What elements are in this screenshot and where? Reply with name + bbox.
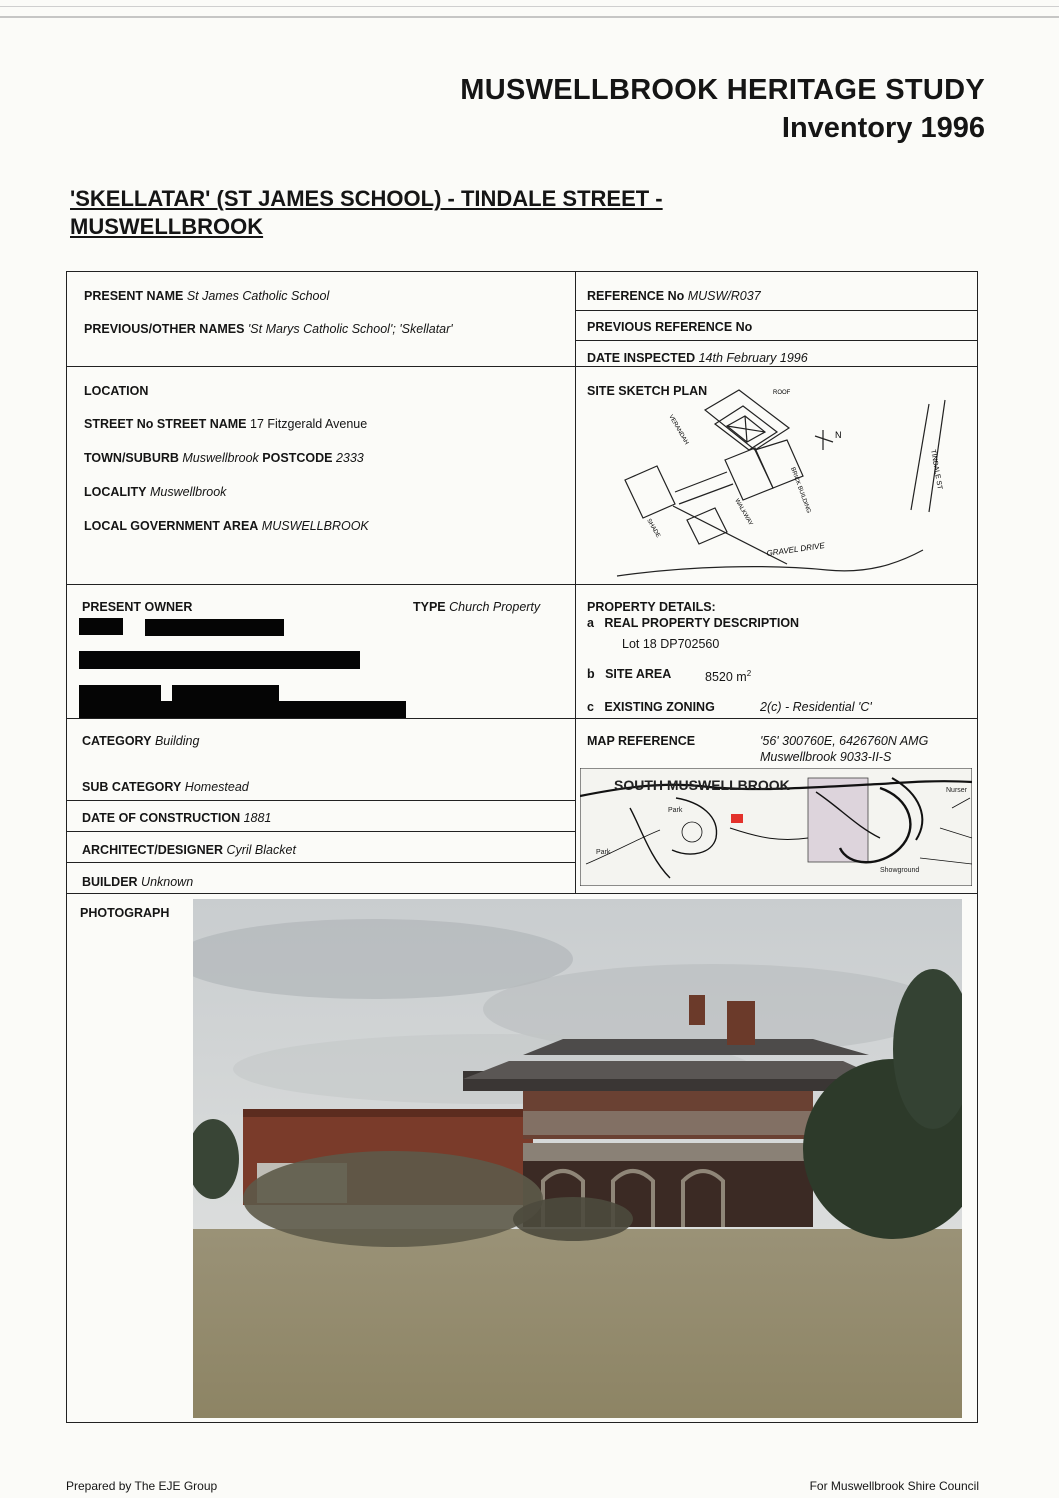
photo-grass-field <box>193 1229 962 1418</box>
site-sketch-heading: SITE SKETCH PLAN <box>587 384 708 398</box>
category-label: CATEGORY <box>82 734 152 748</box>
present-name-row <box>84 289 329 303</box>
lga-label: LOCAL GOVERNMENT AREA <box>84 519 259 533</box>
row-divider <box>66 366 978 367</box>
present-name-label: PRESENT NAME <box>84 289 184 303</box>
scan-artifact <box>0 16 1059 18</box>
location-heading: LOCATION <box>84 384 149 398</box>
map-label-park-2: Park <box>596 849 611 856</box>
row-divider <box>66 584 978 585</box>
architect-value: Cyril Blacket <box>226 843 296 857</box>
site-sketch-plan <box>577 380 977 582</box>
property-c-letter: c <box>587 700 594 714</box>
present-name-value: St James Catholic School <box>186 289 330 303</box>
sketch-label-walkway: WALKWAY <box>733 498 754 527</box>
photo-chimney <box>689 995 705 1025</box>
map-reference-line1: '56' 300760E, 6426760N AMG <box>760 734 929 748</box>
subcategory-label: SUB CATEGORY <box>82 780 182 794</box>
street-value: 17 Fitzgerald Avenue <box>250 417 368 431</box>
sketch-label-brick: BRICK BUILDING <box>789 466 812 515</box>
property-a-letter: a <box>587 616 594 630</box>
row-divider <box>66 862 575 863</box>
property-a-value: Lot 18 DP702560 <box>622 637 720 651</box>
property-a-row <box>587 616 799 630</box>
category-row <box>82 734 199 748</box>
previous-names-row <box>84 322 453 336</box>
sketch-outbuilding <box>625 466 675 518</box>
sketch-north-marker: N <box>835 430 842 440</box>
study-title: MUSWELLBROOK HERITAGE STUDY <box>460 74 985 106</box>
sketch-label-gravel: GRAVEL DRIVE <box>766 540 826 558</box>
subcategory-value: Homestead <box>184 780 249 794</box>
map-reference-line2: Muswellbrook 9033-II-S <box>760 750 892 764</box>
sketch-label-shade: SHADE <box>645 518 661 539</box>
builder-value: Unknown <box>141 875 194 889</box>
photograph <box>193 899 962 1418</box>
locality-row <box>84 485 226 499</box>
town-value: Muswellbrook <box>182 451 259 465</box>
property-b-letter: b <box>587 667 595 681</box>
street-label: STREET No STREET NAME <box>84 417 247 431</box>
photo-chimney <box>727 1001 755 1045</box>
construction-date-value: 1881 <box>243 811 272 825</box>
property-b-value-row <box>705 669 751 684</box>
row-divider <box>66 893 978 894</box>
sketch-label-verandah: VERANDAH <box>667 414 690 446</box>
property-details-heading: PROPERTY DETAILS: <box>587 600 716 614</box>
row-divider <box>575 340 978 341</box>
footer-prepared-by: Prepared by The EJE Group <box>66 1479 218 1493</box>
previous-names-value: 'St Marys Catholic School'; 'Skellatar' <box>247 322 453 336</box>
footer-council: For Muswellbrook Shire Council <box>809 1479 979 1493</box>
sketch-shade <box>687 508 727 544</box>
sketch-label-tindale: TINDALE ST <box>929 449 943 491</box>
type-label: TYPE <box>413 600 446 614</box>
sketch-label-roof: ROOF <box>773 390 791 396</box>
row-divider <box>66 718 978 719</box>
scan-artifact <box>0 6 1059 7</box>
map-site-marker <box>731 814 743 823</box>
redaction-bar <box>79 618 123 635</box>
row-divider <box>66 831 575 832</box>
date-inspected-label: DATE INSPECTED <box>587 351 696 365</box>
row-divider <box>66 800 575 801</box>
redaction-bar <box>79 701 406 718</box>
photo-shrubs <box>513 1197 633 1241</box>
property-c-row <box>587 700 715 714</box>
previous-reference-label: PREVIOUS REFERENCE No <box>587 320 753 334</box>
subcategory-row <box>82 780 249 794</box>
town-row <box>84 451 364 465</box>
construction-date-row <box>82 811 271 825</box>
previous-names-label: PREVIOUS/OTHER NAMES <box>84 322 245 336</box>
photo-balcony <box>523 1111 813 1135</box>
builder-label: BUILDER <box>82 875 138 889</box>
type-row <box>413 600 540 614</box>
item-title: 'SKELLATAR' (ST JAMES SCHOOL) - TINDALE STREET - MUSWELLBROOK <box>70 186 663 239</box>
column-divider <box>575 271 576 893</box>
locality-label: LOCALITY <box>84 485 147 499</box>
property-b-row <box>587 667 671 681</box>
street-row <box>84 417 367 431</box>
lga-row <box>84 519 369 533</box>
map-title: SOUTH MUSWELLBROOK <box>614 777 790 793</box>
architect-label: ARCHITECT/DESIGNER <box>82 843 223 857</box>
property-c-value: 2(c) - Residential 'C' <box>760 700 872 714</box>
map-label-nursery: Nurser <box>946 787 968 794</box>
redaction-bar <box>79 685 161 702</box>
map-label-showground: Showground <box>880 867 920 874</box>
property-c-label: EXISTING ZONING <box>604 700 715 714</box>
type-value: Church Property <box>449 600 541 614</box>
reference-label: REFERENCE No <box>587 289 685 303</box>
date-inspected-value: 14th February 1996 <box>698 351 808 365</box>
postcode-value: 2333 <box>335 451 364 465</box>
architect-row <box>82 843 296 857</box>
photo-roof <box>523 1039 869 1055</box>
redaction-bar <box>172 685 279 702</box>
lga-value: MUSWELLBROOK <box>261 519 369 533</box>
map-reference-heading: MAP REFERENCE <box>587 734 696 748</box>
redaction-bar <box>145 619 284 636</box>
row-divider <box>575 310 978 311</box>
photograph-heading: PHOTOGRAPH <box>80 906 170 920</box>
reference-value: MUSW/R037 <box>687 289 761 303</box>
previous-reference-row <box>587 320 752 334</box>
present-owner-heading: PRESENT OWNER <box>82 600 193 614</box>
inventory-year: Inventory 1996 <box>781 112 985 144</box>
redaction-bar <box>79 651 360 669</box>
builder-row <box>82 875 193 889</box>
sketch-road-edge <box>911 404 929 510</box>
location-map <box>580 768 972 886</box>
photo-shrubs <box>243 1151 543 1247</box>
locality-value: Muswellbrook <box>149 485 227 499</box>
category-value: Building <box>154 734 200 748</box>
reference-row <box>587 289 761 303</box>
map-label-park: Park <box>668 807 683 814</box>
postcode-label: POSTCODE <box>262 451 333 465</box>
date-inspected-row <box>587 351 808 365</box>
map-shaded-area <box>808 778 868 862</box>
property-b-unit-sup: 2 <box>746 669 752 678</box>
construction-date-label: DATE OF CONSTRUCTION <box>82 811 241 825</box>
property-a-label: REAL PROPERTY DESCRIPTION <box>604 616 800 630</box>
property-b-label: SITE AREA <box>605 667 672 681</box>
town-label: TOWN/SUBURB <box>84 451 179 465</box>
property-b-value: 8520 m <box>705 670 747 685</box>
